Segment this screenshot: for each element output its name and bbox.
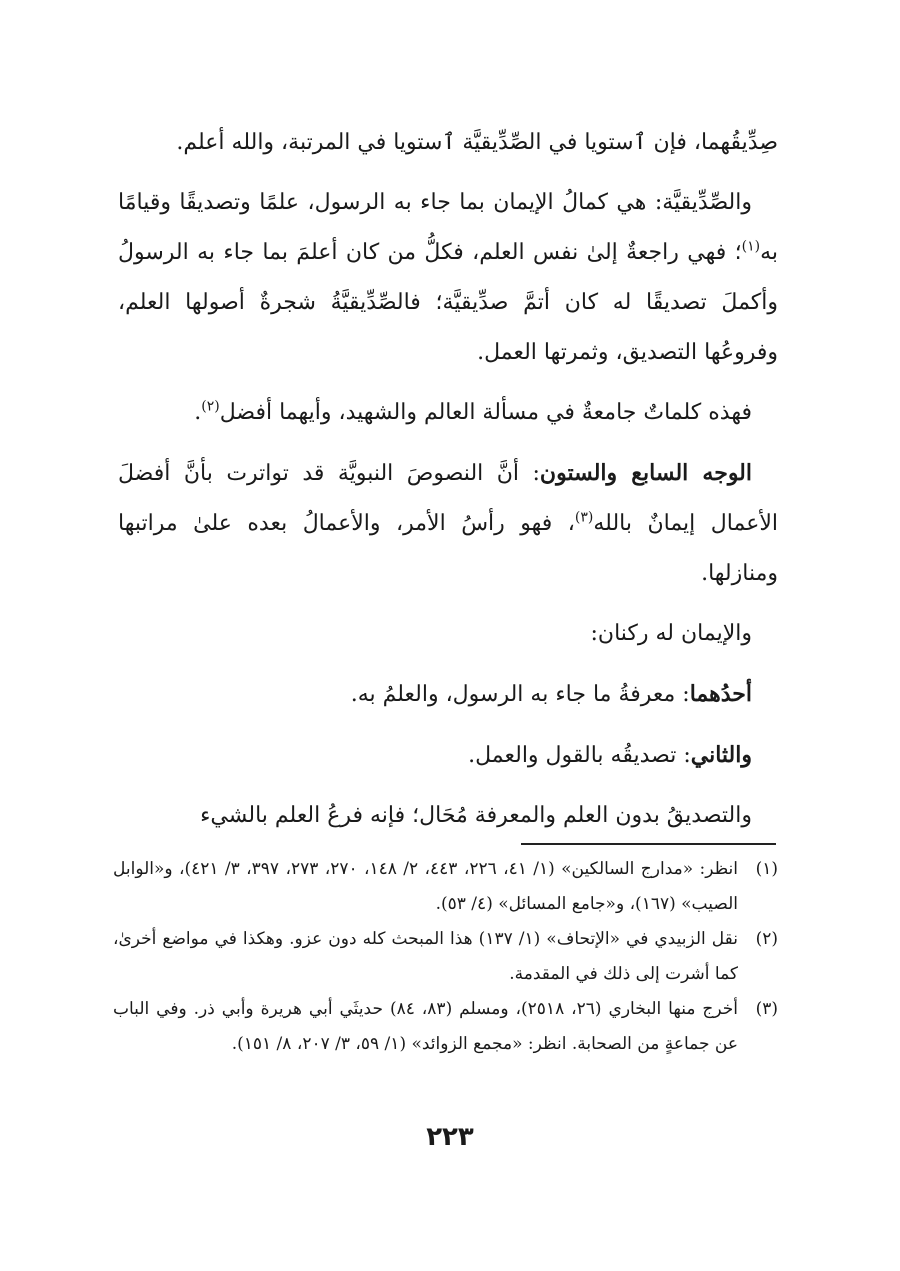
paragraph-text: والإيمان له ركنان: <box>590 621 752 646</box>
footnote-1 <box>113 852 778 922</box>
footnote-number: (١) <box>755 859 778 879</box>
footnote-3 <box>113 992 778 1062</box>
footnote-number: (٢) <box>755 929 778 949</box>
footnote-ref-1[interactable]: (١) <box>741 238 761 255</box>
paragraph-8 <box>118 791 778 841</box>
paragraph-4 <box>118 448 778 599</box>
paragraph-text: . <box>194 400 202 425</box>
paragraph-2 <box>118 178 778 378</box>
paragraph-7 <box>118 730 778 781</box>
footnote-ref-3[interactable]: (٣) <box>574 509 594 526</box>
list-lead: أحدُهما <box>689 681 752 707</box>
paragraph-text: ، فهو رأسُ الأمر، والأعمالُ بعده علىٰ مراتبها ومنازلها. <box>118 511 778 586</box>
paragraph-text: : أنَّ النصوصَ النبويَّة قد تواترت بأنَّ أفضلَ الأعمال إيمانٌ بالله <box>118 461 778 536</box>
paragraph-text: ؛ فهي راجعةٌ إلىٰ نفس العلم، فكلُّ من كان أعلمَ بما جاء به الرسولُ وأكملَ تصديقًا له كان أتمَّ صدِّيقيَّة؛ فالصِّدِّيقيَّةُ شجرةٌ أصولها العلم، وفروعُها التصديق، وثمرتها العمل. <box>118 240 778 365</box>
footnotes <box>113 852 778 1062</box>
paragraph-6 <box>118 669 778 720</box>
main-text <box>118 118 778 851</box>
footnote-ref-2[interactable]: (٢) <box>201 398 220 415</box>
footnote-text: أخرج منها البخاري (٢٦، ٢٥١٨)، ومسلم (٨٣، ٨٤) حديثَي أبي هريرة وأبي ذر. وفي الباب عن جماعةٍ من الصحابة. انظر: «مجمع الزوائد» (١/ ٥٩، ٣/ ٢٠٧، ٨/ ١٥١). <box>113 999 738 1054</box>
footnote-text: نقل الزبيدي في «الإتحاف» (١/ ١٣٧) هذا المبحث كله دون عزو. وهكذا في مواضع أخرىٰ، كما أشرت إلى ذلك في المقدمة. <box>113 929 738 984</box>
paragraph-1 <box>118 118 778 168</box>
paragraph-text: صِدِّيقُهما، فإن ٱستويا في الصِّدِّيقيَّة ٱستويا في المرتبة، والله أعلم. <box>176 130 778 155</box>
paragraph-3 <box>118 388 778 438</box>
paragraph-5 <box>118 609 778 659</box>
page-number: ٢٢٣ <box>426 1122 474 1152</box>
paragraph-text: : معرفةُ ما جاء به الرسول، والعلمُ به. <box>350 682 690 707</box>
paragraph-text: والصِّدِّيقيَّة: هي كمالُ الإيمان بما جاء به الرسول، علمًا وتصديقًا وقيامًا به <box>118 190 778 265</box>
footnote-text: انظر: «مدارج السالكين» (١/ ٤١، ٢٢٦، ٤٤٣، ٢/ ١٤٨، ٢٧٠، ٢٧٣، ٣٩٧، ٣/ ٤٢١)، و«الوابل الصيب» (١٦٧)، و«جامع المسائل» (٤/ ٥٣). <box>113 859 739 914</box>
list-lead: والثاني <box>690 742 752 768</box>
section-heading: الوجه السابع والستون <box>539 460 752 486</box>
paragraph-text: فهذه كلماتٌ جامعةٌ في مسألة العالم والشهيد، وأيهما أفضل <box>219 400 752 425</box>
paragraph-text: والتصديقُ بدون العلم والمعرفة مُحَال؛ فإنه فرعُ العلم بالشيء <box>200 803 752 828</box>
footnote-number: (٣) <box>755 999 778 1019</box>
footnote-2 <box>113 922 778 992</box>
paragraph-text: : تصديقُه بالقول والعمل. <box>468 743 691 768</box>
footnote-divider <box>521 843 776 845</box>
